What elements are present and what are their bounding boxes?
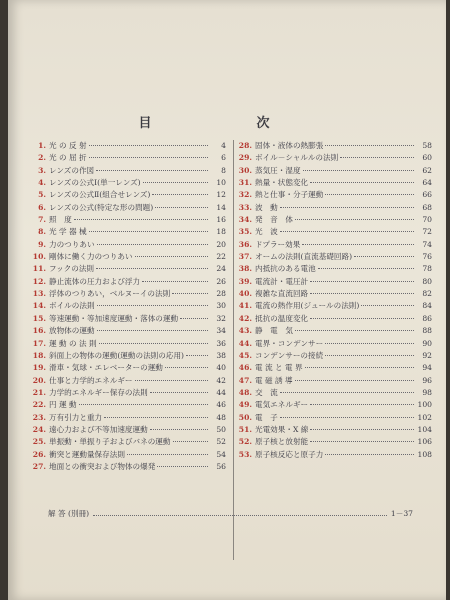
answers-entry — [48, 508, 413, 519]
toc-entry-number: 30. — [238, 165, 252, 175]
toc-entry-title: ボイル－シャルルの法則 — [255, 153, 339, 163]
toc-entry — [30, 325, 226, 337]
toc-entry — [236, 140, 432, 152]
toc-entry-number: 53. — [238, 449, 252, 459]
leader-dots — [318, 268, 414, 269]
toc-entry-page: 84 — [422, 301, 432, 311]
toc-entry-title: オームの法則(直流基礎回路) — [255, 252, 353, 262]
toc-entry — [236, 276, 432, 288]
toc-entry-page: 14 — [216, 202, 226, 212]
toc-entry-page: 70 — [422, 215, 432, 225]
toc-entry-page: 34 — [216, 326, 226, 336]
toc-entry-page: 8 — [221, 165, 226, 175]
toc-entry — [30, 263, 226, 275]
leader-dots — [142, 281, 208, 282]
toc-entry-page: 68 — [422, 202, 432, 212]
toc-entry-number: 50. — [238, 412, 252, 422]
toc-entry-page: 20 — [216, 239, 226, 249]
toc-entry-title: 滑車・気球・エレベーターの運動 — [49, 363, 163, 373]
toc-entry-number: 36. — [238, 239, 252, 249]
toc-entry-title: 原子核と放射能 — [255, 437, 309, 447]
leader-dots — [152, 194, 208, 195]
toc-entry-page: 64 — [422, 178, 432, 188]
leader-dots — [310, 318, 414, 319]
toc-entry-number: 52. — [238, 437, 252, 447]
toc-entry — [30, 300, 226, 312]
toc-entry — [30, 152, 226, 164]
leader-dots — [280, 231, 414, 232]
toc-entry — [236, 399, 432, 411]
toc-entry-page: 36 — [216, 338, 226, 348]
toc-entry-title: 静 電 気 — [255, 326, 293, 336]
toc-entry-title: 単振動・単振り子およびバネの運動 — [49, 437, 171, 447]
toc-entry-number: 13. — [32, 289, 46, 299]
toc-entry-page: 12 — [216, 190, 226, 200]
toc-entry — [30, 387, 226, 399]
toc-entry-title: 静止流体の圧力および浮力 — [49, 276, 141, 286]
toc-entry-number: 5. — [38, 190, 46, 200]
leader-dots — [310, 441, 414, 442]
toc-entry-page: 86 — [422, 313, 432, 323]
answers-label: 解 答 (別冊) — [48, 509, 90, 518]
toc-entry-number: 17. — [32, 338, 46, 348]
toc-entry — [30, 239, 226, 251]
toc-entry-page: 46 — [216, 400, 226, 410]
toc-entry-number: 33. — [238, 202, 252, 212]
toc-entry-number: 6. — [38, 202, 46, 212]
toc-entry-number: 20. — [32, 375, 46, 385]
toc-entry — [30, 251, 226, 263]
toc-entry-title: 仕事と力学的エネルギー — [49, 375, 133, 385]
toc-entry-title: 電流の熱作用(ジュールの法則) — [255, 301, 360, 311]
toc-left-column — [30, 140, 226, 473]
toc-entry — [30, 214, 226, 226]
leader-dots — [354, 256, 414, 257]
toc-entry — [236, 165, 432, 177]
toc-entry-title: 放物体の運動 — [49, 326, 95, 336]
toc-entry — [30, 412, 226, 424]
toc-entry — [236, 239, 432, 251]
toc-entry-title: 浮体のつりあい，ベルヌーイの法則 — [49, 289, 171, 299]
leader-dots — [295, 330, 414, 331]
toc-entry-number: 2. — [38, 153, 46, 163]
toc-entry-number: 42. — [238, 313, 252, 323]
toc-entry — [236, 177, 432, 189]
toc-entry-number: 31. — [238, 178, 252, 188]
leader-dots — [310, 404, 414, 405]
leader-dots — [89, 157, 208, 158]
leader-dots — [172, 293, 208, 294]
leader-dots — [325, 194, 414, 195]
toc-entry-page: 38 — [216, 350, 226, 360]
book-page — [8, 0, 446, 600]
toc-entry — [30, 288, 226, 300]
toc-entry — [30, 424, 226, 436]
toc-entry-page: 16 — [216, 215, 226, 225]
toc-entry-title: 抵抗の温度変化 — [255, 313, 309, 323]
toc-entry-page: 48 — [216, 412, 226, 422]
toc-entry-title: 光 の 反 射 — [49, 141, 87, 150]
toc-entry-title: 遠心力および不等加速度運動 — [49, 424, 148, 434]
toc-entry — [236, 424, 432, 436]
page-title: 目 次 — [138, 116, 316, 131]
toc-entry-title: 固体・液体の熱膨張 — [255, 141, 324, 150]
toc-entry-number: 28. — [238, 141, 252, 150]
leader-dots — [97, 244, 208, 245]
toc-entry — [30, 362, 226, 374]
toc-entry-page: 108 — [417, 449, 432, 459]
toc-entry-number: 21. — [32, 387, 46, 397]
toc-entry-title: 光 波 — [255, 227, 278, 237]
toc-entry-page: 6 — [221, 153, 226, 163]
toc-entry-page: 66 — [422, 190, 432, 200]
toc-entry-page: 80 — [422, 276, 432, 286]
toc-entry — [236, 375, 432, 387]
toc-entry-title: 電 磁 誘 導 — [255, 375, 293, 385]
leader-dots — [280, 392, 414, 393]
leader-dots — [310, 182, 414, 183]
toc-entry-page: 74 — [422, 239, 432, 249]
toc-entry-number: 12. — [32, 276, 46, 286]
toc-entry-title: 電 流 と 電 界 — [255, 363, 303, 373]
toc-entry-title: 光 学 器 械 — [49, 227, 87, 237]
toc-entry — [30, 375, 226, 387]
leader-dots — [135, 256, 208, 257]
toc-entry-title: 波 動 — [255, 202, 278, 212]
toc-entry — [30, 165, 226, 177]
toc-entry-number: 48. — [238, 387, 252, 397]
leader-dots — [97, 330, 208, 331]
toc-entry-number: 37. — [238, 252, 252, 262]
toc-entry-number: 38. — [238, 264, 252, 274]
toc-entry-number: 8. — [38, 227, 46, 237]
toc-entry-page: 24 — [216, 264, 226, 274]
leader-dots — [135, 380, 208, 381]
leader-dots — [127, 454, 208, 455]
toc-entry-page: 52 — [216, 437, 226, 447]
leader-dots — [173, 441, 209, 442]
toc-entry-number: 43. — [238, 326, 252, 336]
toc-entry-title: 電気エネルギー — [255, 400, 309, 410]
leader-dots — [295, 380, 414, 381]
toc-entry-title: 地面との衝突および物体の爆発 — [49, 461, 156, 471]
toc-entry-number: 22. — [32, 400, 46, 410]
leader-dots — [305, 367, 414, 368]
toc-entry-title: 電 子 — [255, 412, 278, 422]
toc-entry — [30, 399, 226, 411]
toc-entry — [236, 387, 432, 399]
toc-entry-title: 剛体に働く力のつりあい — [49, 252, 133, 262]
toc-entry-page: 32 — [216, 313, 226, 323]
toc-entry-number: 18. — [32, 350, 46, 360]
toc-entry-title: 原子核反応と原子力 — [255, 449, 324, 459]
leader-dots — [143, 182, 208, 183]
toc-entry-page: 54 — [216, 449, 226, 459]
toc-entry — [236, 288, 432, 300]
toc-entry-page: 4 — [221, 141, 226, 150]
toc-entry-page: 104 — [417, 424, 432, 434]
toc-entry-page: 22 — [216, 252, 226, 262]
toc-entry-number: 39. — [238, 276, 252, 286]
toc-entry-number: 35. — [238, 227, 252, 237]
leader-dots — [165, 367, 208, 368]
leader-dots — [295, 219, 414, 220]
toc-entry-number: 46. — [238, 363, 252, 373]
toc-entry — [30, 350, 226, 362]
toc-entry — [236, 251, 432, 263]
toc-entry-page: 100 — [417, 400, 432, 410]
toc-entry-title: レンズの作図 — [49, 165, 95, 175]
toc-entry-page: 30 — [216, 301, 226, 311]
leader-dots — [89, 231, 208, 232]
toc-entry-number: 14. — [32, 301, 46, 311]
toc-entry — [236, 350, 432, 362]
toc-entry-page: 98 — [422, 387, 432, 397]
leader-dots — [155, 207, 208, 208]
toc-entry — [30, 189, 226, 201]
toc-entry-title: 円 運 動 — [49, 400, 77, 410]
toc-entry-number: 3. — [38, 165, 46, 175]
toc-entry-number: 26. — [32, 449, 46, 459]
toc-entry-page: 10 — [216, 178, 226, 188]
toc-entry — [30, 436, 226, 448]
toc-entry-number: 15. — [32, 313, 46, 323]
toc-entry — [236, 214, 432, 226]
toc-entry-page: 42 — [216, 375, 226, 385]
toc-entry-page: 96 — [422, 375, 432, 385]
toc-entry-title: 発 音 体 — [255, 215, 293, 225]
toc-entry-number: 32. — [238, 190, 252, 200]
toc-entry-number: 9. — [38, 239, 46, 249]
toc-entry — [30, 202, 226, 214]
toc-entry-page: 90 — [422, 338, 432, 348]
leader-dots — [325, 454, 414, 455]
toc-entry-page: 60 — [422, 153, 432, 163]
toc-entry-page: 28 — [216, 289, 226, 299]
toc-entry-number: 45. — [238, 350, 252, 360]
toc-entry-title: 交 流 — [255, 387, 278, 397]
leader-dots — [303, 170, 414, 171]
toc-entry-page: 72 — [422, 227, 432, 237]
toc-entry-title: 光電効果・X 線 — [255, 424, 309, 434]
leader-dots — [325, 145, 414, 146]
toc-entry-title: フックの法則 — [49, 264, 95, 274]
toc-entry-title: 電界・コンデンサー — [255, 338, 324, 348]
toc-entry-title: 内抵抗のある電池 — [255, 264, 316, 274]
toc-entry-title: 照 度 — [49, 215, 72, 225]
toc-entry-number: 10. — [32, 252, 46, 262]
toc-entry-number: 29. — [238, 153, 252, 163]
leader-dots — [186, 355, 208, 356]
toc-entry-number: 51. — [238, 424, 252, 434]
leader-dots — [280, 207, 414, 208]
toc-entry-number: 11. — [32, 264, 46, 274]
toc-entry-number: 27. — [32, 461, 46, 471]
toc-entry-page: 40 — [216, 363, 226, 373]
toc-right-column — [236, 140, 432, 461]
leader-dots — [310, 293, 414, 294]
toc-entry-page: 106 — [417, 437, 432, 447]
toc-entry-title: 万有引力と重力 — [49, 412, 103, 422]
toc-entry — [236, 300, 432, 312]
toc-entry-title: 熱と仕事・分子運動 — [255, 190, 324, 200]
toc-entry-number: 40. — [238, 289, 252, 299]
toc-entry — [236, 436, 432, 448]
toc-entry — [236, 313, 432, 325]
leader-dots — [150, 429, 208, 430]
toc-entry-number: 47. — [238, 375, 252, 385]
toc-entry-page: 94 — [422, 363, 432, 373]
toc-entry — [30, 338, 226, 350]
toc-entry — [30, 276, 226, 288]
toc-entry — [236, 338, 432, 350]
leader-dots — [361, 305, 414, 306]
leader-dots — [96, 170, 208, 171]
toc-entry-title: 力のつりあい — [49, 239, 95, 249]
toc-entry-page: 102 — [417, 412, 432, 422]
leader-dots — [310, 281, 414, 282]
toc-entry-number: 1. — [38, 141, 46, 150]
toc-entry-title: 熱量・状態変化 — [255, 178, 309, 188]
toc-entry-number: 24. — [32, 424, 46, 434]
leader-dots — [93, 505, 387, 516]
leader-dots — [302, 244, 414, 245]
leader-dots — [340, 157, 414, 158]
toc-entry-page: 50 — [216, 424, 226, 434]
leader-dots — [157, 466, 208, 467]
toc-entry-page: 44 — [216, 387, 226, 397]
toc-entry-title: 衝突と運動量保存法則 — [49, 449, 125, 459]
leader-dots — [97, 305, 208, 306]
toc-entry-title: ボイルの法則 — [49, 301, 95, 311]
leader-dots — [104, 417, 208, 418]
leader-dots — [325, 343, 414, 344]
leader-dots — [96, 268, 208, 269]
toc-entry — [236, 362, 432, 374]
toc-entry-page: 56 — [216, 461, 226, 471]
toc-entry-title: 複雑な直流回路 — [255, 289, 309, 299]
toc-entry — [30, 313, 226, 325]
toc-entry-number: 7. — [38, 215, 46, 225]
toc-entry — [30, 140, 226, 152]
leader-dots — [89, 145, 208, 146]
toc-entry-title: 斜面上の物体の運動(運動の法則の応用) — [49, 350, 185, 360]
toc-entry-number: 41. — [238, 301, 252, 311]
toc-entry-number: 4. — [38, 178, 46, 188]
toc-entry-page: 78 — [422, 264, 432, 274]
toc-entry-number: 49. — [238, 400, 252, 410]
toc-entry-number: 23. — [32, 412, 46, 422]
toc-entry-page: 82 — [422, 289, 432, 299]
toc-entry-title: レンズの公式(特定な形の問題) — [49, 202, 154, 212]
toc-entry-number: 25. — [32, 437, 46, 447]
leader-dots — [180, 318, 208, 319]
toc-entry-page: 62 — [422, 165, 432, 175]
toc-entry — [30, 226, 226, 238]
toc-entry-number: 16. — [32, 326, 46, 336]
toc-entry — [236, 189, 432, 201]
leader-dots — [79, 404, 208, 405]
toc-entry-page: 76 — [422, 252, 432, 262]
toc-entry-number: 19. — [32, 363, 46, 373]
toc-entry-title: 等速運動・等加速度運動・落体の運動 — [49, 313, 179, 323]
toc-entry-title: 運 動 の 法 則 — [49, 338, 97, 348]
toc-entry-page: 58 — [422, 141, 432, 150]
toc-entry-page: 18 — [216, 227, 226, 237]
answers-page: 1－37 — [390, 509, 413, 518]
column-divider — [233, 140, 234, 560]
toc-entry — [236, 202, 432, 214]
toc-entry-title: 力学的エネルギー保存の法則 — [49, 387, 148, 397]
leader-dots — [325, 355, 414, 356]
toc-entry — [236, 263, 432, 275]
toc-entry — [236, 412, 432, 424]
toc-entry — [30, 177, 226, 189]
toc-entry-title: レンズの公式Ⅱ(組合せレンズ) — [49, 190, 151, 200]
leader-dots — [280, 417, 414, 418]
toc-entry-number: 34. — [238, 215, 252, 225]
toc-entry-page: 26 — [216, 276, 226, 286]
toc-entry — [236, 152, 432, 164]
toc-entry-title: ドプラー効果 — [255, 239, 301, 249]
toc-entry-title: レンズの公式Ⅰ(単一レンズ) — [49, 178, 141, 188]
toc-entry — [30, 461, 226, 473]
leader-dots — [99, 343, 208, 344]
toc-entry — [236, 325, 432, 337]
leader-dots — [74, 219, 208, 220]
toc-entry — [30, 449, 226, 461]
toc-entry — [236, 449, 432, 461]
toc-entry-number: 44. — [238, 338, 252, 348]
toc-entry-page: 92 — [422, 350, 432, 360]
toc-entry-title: コンデンサーの接続 — [255, 350, 324, 360]
toc-entry-title: 蒸気圧・湿度 — [255, 165, 301, 175]
leader-dots — [150, 392, 208, 393]
leader-dots — [310, 429, 414, 430]
toc-entry — [236, 226, 432, 238]
toc-entry-title: 光 の 屈 折 — [49, 153, 87, 163]
toc-entry-title: 電流計・電圧計 — [255, 276, 309, 286]
toc-entry-page: 88 — [422, 326, 432, 336]
